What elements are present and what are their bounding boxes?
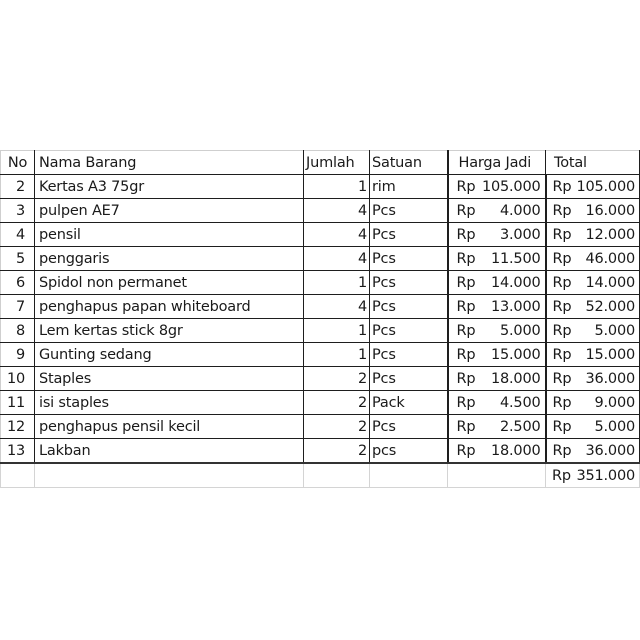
price-value: 11.500 <box>490 250 541 267</box>
currency-label: Rp <box>552 442 572 459</box>
table-row <box>1 343 640 367</box>
cell-unit[interactable]: pcs <box>370 439 448 464</box>
table-row <box>1 391 640 415</box>
cell-qty[interactable]: 1 <box>304 271 370 295</box>
cell-total[interactable] <box>546 223 640 247</box>
cell-qty[interactable]: 4 <box>304 223 370 247</box>
cell-no[interactable]: 4 <box>1 223 35 247</box>
cell-no[interactable]: 10 <box>1 367 35 391</box>
currency-label: Rp <box>552 250 572 267</box>
currency-label: Rp <box>456 202 476 219</box>
cell-qty[interactable]: 1 <box>304 343 370 367</box>
item-price-table <box>0 150 640 488</box>
cell-no[interactable]: 13 <box>1 439 35 464</box>
cell-total[interactable] <box>546 295 640 319</box>
cell-total[interactable] <box>546 175 640 199</box>
table-row <box>1 319 640 343</box>
total-value: 5.000 <box>594 322 635 339</box>
currency-label: Rp <box>456 418 476 435</box>
currency-label: Rp <box>456 346 476 363</box>
total-value: 9.000 <box>594 394 635 411</box>
table-row <box>1 175 640 199</box>
header-unit[interactable]: Satuan <box>370 151 448 175</box>
total-value: 46.000 <box>585 250 635 267</box>
spreadsheet <box>0 150 639 488</box>
price-value: 15.000 <box>490 346 541 363</box>
total-value: 52.000 <box>585 298 635 315</box>
cell-qty[interactable]: 1 <box>304 175 370 199</box>
cell-name[interactable]: Lakban <box>35 439 304 464</box>
cell-price[interactable] <box>448 175 546 199</box>
total-value: 36.000 <box>585 370 635 387</box>
cell-name[interactable]: penghapus pensil kecil <box>35 415 304 439</box>
table-row <box>1 223 640 247</box>
price-value: 14.000 <box>490 274 541 291</box>
cell-price[interactable] <box>448 271 546 295</box>
grand-total-row <box>1 463 640 488</box>
price-value: 4.500 <box>499 394 541 411</box>
currency-label: Rp <box>552 226 572 243</box>
header-no[interactable]: No <box>1 151 35 175</box>
cell-price[interactable] <box>448 367 546 391</box>
cell-unit[interactable]: Pcs <box>370 247 448 271</box>
cell-total[interactable] <box>546 319 640 343</box>
currency-label: Rp <box>552 346 572 363</box>
cell-name[interactable]: pensil <box>35 223 304 247</box>
cell-price[interactable] <box>448 319 546 343</box>
table-row <box>1 199 640 223</box>
cell-no[interactable]: 9 <box>1 343 35 367</box>
total-value: 16.000 <box>585 202 635 219</box>
cell-qty[interactable]: 2 <box>304 415 370 439</box>
cell-unit[interactable]: Pcs <box>370 415 448 439</box>
empty-cell[interactable] <box>370 463 448 488</box>
total-value: 5.000 <box>594 418 635 435</box>
currency-label: Rp <box>456 442 476 459</box>
total-value: 14.000 <box>585 274 635 291</box>
currency-label: Rp <box>456 226 476 243</box>
currency-label: Rp <box>456 250 476 267</box>
cell-no[interactable]: 8 <box>1 319 35 343</box>
cell-qty[interactable]: 1 <box>304 319 370 343</box>
cell-name[interactable]: Lem kertas stick 8gr <box>35 319 304 343</box>
cell-total[interactable] <box>546 367 640 391</box>
empty-cell[interactable] <box>448 463 546 488</box>
cell-unit[interactable]: rim <box>370 175 448 199</box>
total-value: 36.000 <box>585 442 635 459</box>
empty-cell[interactable] <box>304 463 370 488</box>
table-row <box>1 295 640 319</box>
cell-total[interactable] <box>546 415 640 439</box>
cell-total[interactable] <box>546 199 640 223</box>
table-row <box>1 367 640 391</box>
table-row <box>1 271 640 295</box>
header-qty[interactable]: Jumlah <box>304 151 370 175</box>
cell-name[interactable]: Kertas A3 75gr <box>35 175 304 199</box>
currency-label: Rp <box>456 370 476 387</box>
price-value: 105.000 <box>481 178 541 195</box>
cell-price[interactable] <box>448 439 546 464</box>
currency-label: Rp <box>456 274 476 291</box>
cell-total[interactable] <box>546 439 640 464</box>
cell-qty[interactable]: 4 <box>304 199 370 223</box>
cell-name[interactable]: Staples <box>35 367 304 391</box>
cell-unit[interactable]: Pcs <box>370 367 448 391</box>
cell-total[interactable] <box>546 247 640 271</box>
cell-name[interactable]: pulpen AE7 <box>35 199 304 223</box>
price-value: 3.000 <box>499 226 541 243</box>
cell-total[interactable] <box>546 271 640 295</box>
cell-unit[interactable]: Pcs <box>370 319 448 343</box>
currency-label: Rp <box>552 202 572 219</box>
cell-price[interactable] <box>448 223 546 247</box>
currency-label: Rp <box>552 322 572 339</box>
cell-qty[interactable]: 4 <box>304 247 370 271</box>
total-value: 15.000 <box>585 346 635 363</box>
cell-name[interactable]: penghapus papan whiteboard <box>35 295 304 319</box>
header-name[interactable]: Nama Barang <box>35 151 304 175</box>
table-row <box>1 415 640 439</box>
price-value: 2.500 <box>499 418 541 435</box>
cell-unit[interactable]: Pcs <box>370 343 448 367</box>
cell-name[interactable]: penggaris <box>35 247 304 271</box>
currency-label: Rp <box>552 394 572 411</box>
cell-price[interactable] <box>448 343 546 367</box>
cell-price[interactable] <box>448 391 546 415</box>
empty-cell[interactable] <box>1 463 35 488</box>
cell-price[interactable] <box>448 295 546 319</box>
cell-price[interactable] <box>448 247 546 271</box>
currency-label: Rp <box>552 418 572 435</box>
cell-qty[interactable]: 2 <box>304 391 370 415</box>
cell-unit[interactable]: Pcs <box>370 295 448 319</box>
cell-name[interactable]: Spidol non permanet <box>35 271 304 295</box>
cell-qty[interactable]: 4 <box>304 295 370 319</box>
table-row <box>1 439 640 464</box>
cell-qty[interactable]: 2 <box>304 367 370 391</box>
currency-label: Rp <box>456 298 476 315</box>
currency-label: Rp <box>552 178 572 195</box>
empty-cell[interactable] <box>35 463 304 488</box>
total-value: 12.000 <box>585 226 635 243</box>
cell-unit[interactable]: Pack <box>370 391 448 415</box>
header-total[interactable]: Total <box>546 151 640 175</box>
cell-no[interactable]: 7 <box>1 295 35 319</box>
currency-label: Rp <box>552 298 572 315</box>
cell-qty[interactable]: 2 <box>304 439 370 464</box>
price-value: 5.000 <box>499 322 541 339</box>
cell-no[interactable]: 2 <box>1 175 35 199</box>
price-value: 18.000 <box>490 370 541 387</box>
currency-label: Rp <box>552 467 571 484</box>
cell-name[interactable]: isi staples <box>35 391 304 415</box>
currency-label: Rp <box>456 178 476 195</box>
header-row <box>1 151 640 175</box>
cell-no[interactable]: 3 <box>1 199 35 223</box>
currency-label: Rp <box>456 394 476 411</box>
cell-unit[interactable]: Pcs <box>370 223 448 247</box>
cell-unit[interactable]: Pcs <box>370 271 448 295</box>
cell-name[interactable]: Gunting sedang <box>35 343 304 367</box>
price-value: 18.000 <box>490 442 541 459</box>
cell-unit[interactable]: Pcs <box>370 199 448 223</box>
cell-price[interactable] <box>448 415 546 439</box>
cell-no[interactable]: 11 <box>1 391 35 415</box>
currency-label: Rp <box>456 322 476 339</box>
header-price[interactable]: Harga Jadi <box>448 151 546 175</box>
price-value: 4.000 <box>499 202 541 219</box>
currency-label: Rp <box>552 370 572 387</box>
cell-no[interactable]: 12 <box>1 415 35 439</box>
cell-no[interactable]: 5 <box>1 247 35 271</box>
cell-no[interactable]: 6 <box>1 271 35 295</box>
grand-total-value: 351.000 <box>576 467 635 484</box>
price-value: 13.000 <box>490 298 541 315</box>
currency-label: Rp <box>552 274 572 291</box>
grand-total-cell[interactable] <box>546 463 640 488</box>
cell-total[interactable] <box>546 391 640 415</box>
cell-price[interactable] <box>448 199 546 223</box>
total-value: 105.000 <box>576 178 635 195</box>
cell-total[interactable] <box>546 343 640 367</box>
table-row <box>1 247 640 271</box>
